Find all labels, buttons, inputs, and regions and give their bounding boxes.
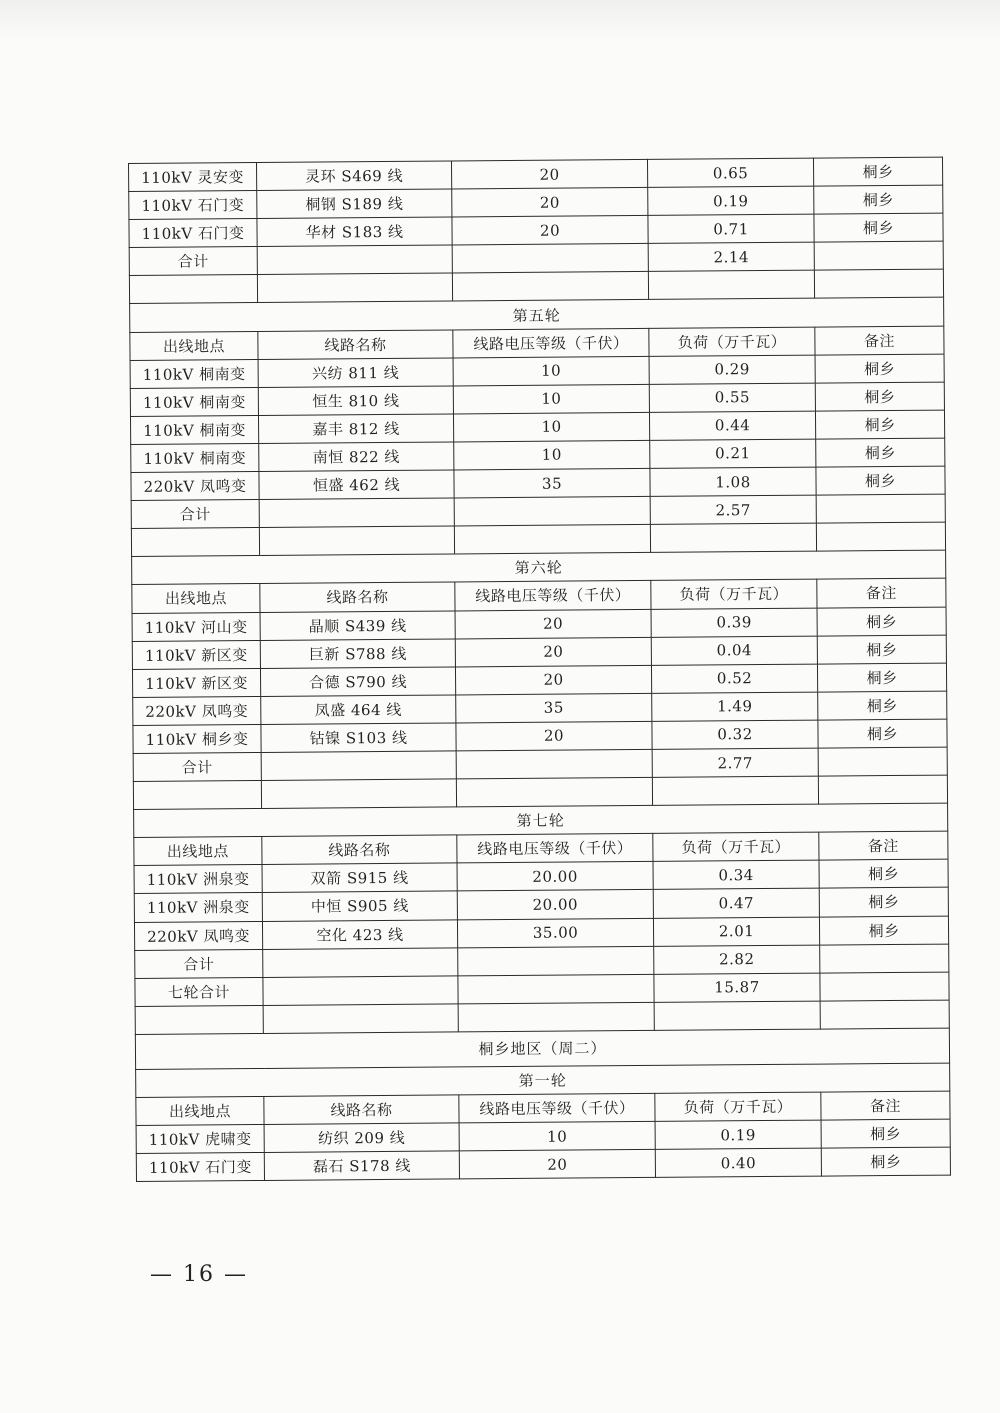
line-name-cell: 兴纺 811 线: [258, 358, 453, 388]
voltage-cell: 10: [453, 384, 649, 414]
remark-cell: 桐乡: [817, 663, 946, 692]
page-number: — 16 —: [150, 1262, 248, 1287]
voltage-cell: 20: [451, 159, 647, 189]
location-cell: 110kV 灵安变: [129, 162, 257, 191]
header-remark: 备注: [815, 326, 944, 355]
location-cell: 220kV 凤鸣变: [131, 472, 259, 501]
voltage-cell: 20: [455, 665, 651, 695]
voltage-cell: 20.00: [457, 862, 653, 892]
remark-cell: 桐乡: [817, 607, 946, 636]
line-name-cell: 晶顺 S439 线: [260, 610, 455, 640]
grand-total-label: 七轮合计: [135, 977, 263, 1006]
header-location: 出线地点: [132, 584, 260, 613]
header-remark: 备注: [819, 831, 948, 860]
header-line-name: 线路名称: [264, 1095, 459, 1125]
location-cell: 220kV 凤鸣变: [133, 696, 261, 725]
load-cell: 0.32: [652, 720, 818, 749]
header-load: 负荷（万千瓦）: [651, 580, 817, 609]
total-label: 合计: [129, 247, 257, 276]
location-cell: 110kV 虎啸变: [136, 1125, 264, 1154]
header-line-name: 线路名称: [262, 835, 457, 865]
header-line-name: 线路名称: [258, 330, 453, 360]
voltage-cell: 10: [453, 356, 649, 386]
header-voltage: 线路电压等级（千伏）: [455, 581, 651, 611]
load-cell: 0.34: [653, 860, 819, 889]
load-cell: 0.39: [651, 608, 817, 637]
voltage-cell: 20: [456, 721, 652, 751]
remark-cell: 桐乡: [815, 410, 944, 439]
voltage-cell: 10: [454, 440, 650, 470]
load-cell: 0.71: [648, 214, 814, 243]
header-load: 负荷（万千瓦）: [649, 327, 815, 356]
location-cell: 110kV 新区变: [132, 668, 260, 697]
load-cell: 0.47: [653, 889, 819, 918]
line-name-cell: 中恒 S905 线: [262, 891, 457, 921]
header-line-name: 线路名称: [260, 582, 455, 612]
header-load: 负荷（万千瓦）: [653, 832, 819, 861]
line-name-cell: 空化 423 线: [262, 919, 457, 949]
load-cell: 0.29: [649, 355, 815, 384]
line-name-cell: 双箭 S915 线: [262, 863, 457, 893]
remark-cell: 桐乡: [815, 382, 944, 411]
total-value: 2.14: [648, 242, 814, 271]
total-value: 2.57: [650, 495, 816, 524]
voltage-cell: 20.00: [457, 890, 653, 920]
header-remark: 备注: [817, 578, 946, 607]
remark-cell: 桐乡: [819, 888, 948, 917]
round7-title: 第七轮: [134, 803, 948, 837]
line-name-cell: 纺织 209 线: [264, 1123, 459, 1153]
load-cell: 1.49: [652, 692, 818, 721]
table-row: [136, 1147, 950, 1181]
load-cell: 0.55: [649, 383, 815, 412]
load-cell: 0.52: [651, 664, 817, 693]
total-label: 合计: [131, 500, 259, 529]
remark-cell: 桐乡: [819, 916, 948, 945]
header-voltage: 线路电压等级（千伏）: [459, 1093, 655, 1123]
location-cell: 110kV 桐南变: [130, 415, 258, 444]
remark-cell: 桐乡: [816, 438, 945, 467]
line-name-cell: 巨新 S788 线: [260, 639, 455, 669]
remark-cell: 桐乡: [817, 635, 946, 664]
voltage-cell: 20: [455, 609, 651, 639]
header-location: 出线地点: [136, 1096, 264, 1125]
voltage-cell: 20: [459, 1150, 655, 1180]
remark-cell: 桐乡: [814, 213, 943, 242]
location-cell: 110kV 新区变: [132, 640, 260, 669]
header-voltage: 线路电压等级（千伏）: [453, 328, 649, 358]
voltage-cell: 10: [459, 1121, 655, 1151]
load-cell: 2.01: [653, 917, 819, 946]
round1-title: 第一轮: [136, 1063, 950, 1097]
load-cell: 0.19: [655, 1120, 821, 1149]
total-label: 合计: [133, 752, 261, 781]
remark-cell: 桐乡: [821, 1119, 950, 1148]
location-cell: 110kV 河山变: [132, 612, 260, 641]
remark-cell: 桐乡: [821, 1147, 950, 1176]
location-cell: 220kV 凤鸣变: [134, 921, 262, 950]
load-shedding-table: [128, 157, 951, 1183]
remark-cell: 桐乡: [813, 157, 942, 186]
total-label: 合计: [135, 949, 263, 978]
line-name-cell: 灵环 S469 线: [256, 161, 451, 191]
line-name-cell: 恒盛 462 线: [259, 470, 454, 500]
region-title: 桐乡地区（周二）: [135, 1028, 949, 1069]
voltage-cell: 10: [453, 412, 649, 442]
voltage-cell: 35: [454, 468, 650, 498]
location-cell: 110kV 石门变: [129, 191, 257, 220]
remark-cell: 桐乡: [816, 466, 945, 495]
remark-cell: 桐乡: [815, 354, 944, 383]
load-cell: 0.40: [655, 1148, 821, 1177]
remark-cell: 桐乡: [818, 691, 947, 720]
header-load: 负荷（万千瓦）: [655, 1092, 821, 1121]
location-cell: 110kV 洲泉变: [134, 893, 262, 922]
line-name-cell: 桐钢 S189 线: [257, 189, 452, 219]
grand-total-value: 15.87: [654, 973, 820, 1002]
total-value: 2.82: [654, 945, 820, 974]
voltage-cell: 20: [452, 188, 648, 218]
location-cell: 110kV 洲泉变: [134, 865, 262, 894]
line-name-cell: 恒生 810 线: [258, 386, 453, 416]
load-cell: 0.19: [648, 186, 814, 215]
voltage-cell: 20: [455, 637, 651, 667]
header-voltage: 线路电压等级（千伏）: [457, 834, 653, 864]
load-cell: 0.65: [647, 158, 813, 187]
line-name-cell: 钴镍 S103 线: [261, 723, 456, 753]
header-remark: 备注: [821, 1091, 950, 1120]
load-cell: 1.08: [650, 467, 816, 496]
round6-title: 第六轮: [132, 550, 946, 584]
location-cell: 110kV 桐乡变: [133, 724, 261, 753]
header-location: 出线地点: [134, 837, 262, 866]
voltage-cell: 20: [452, 216, 648, 246]
remark-cell: 桐乡: [814, 185, 943, 214]
line-name-cell: 华材 S183 线: [257, 217, 452, 247]
total-value: 2.77: [652, 748, 818, 777]
remark-cell: 桐乡: [818, 719, 947, 748]
line-name-cell: 磊石 S178 线: [264, 1151, 459, 1181]
voltage-cell: 35.00: [457, 918, 653, 948]
location-cell: 110kV 桐南变: [130, 387, 258, 416]
line-name-cell: 合德 S790 线: [260, 667, 455, 697]
round5-title: 第五轮: [130, 298, 944, 332]
line-name-cell: 嘉丰 812 线: [258, 414, 453, 444]
load-cell: 0.21: [650, 439, 816, 468]
voltage-cell: 35: [456, 693, 652, 723]
load-cell: 0.44: [649, 411, 815, 440]
location-cell: 110kV 石门变: [129, 219, 257, 248]
line-name-cell: 南恒 822 线: [259, 442, 454, 472]
location-cell: 110kV 石门变: [136, 1153, 264, 1182]
load-cell: 0.04: [651, 636, 817, 665]
line-name-cell: 凤盛 464 线: [261, 695, 456, 725]
location-cell: 110kV 桐南变: [130, 359, 258, 388]
header-location: 出线地点: [130, 331, 258, 360]
remark-cell: 桐乡: [819, 859, 948, 888]
scan-shadow: [0, 0, 1000, 40]
location-cell: 110kV 桐南变: [131, 443, 259, 472]
